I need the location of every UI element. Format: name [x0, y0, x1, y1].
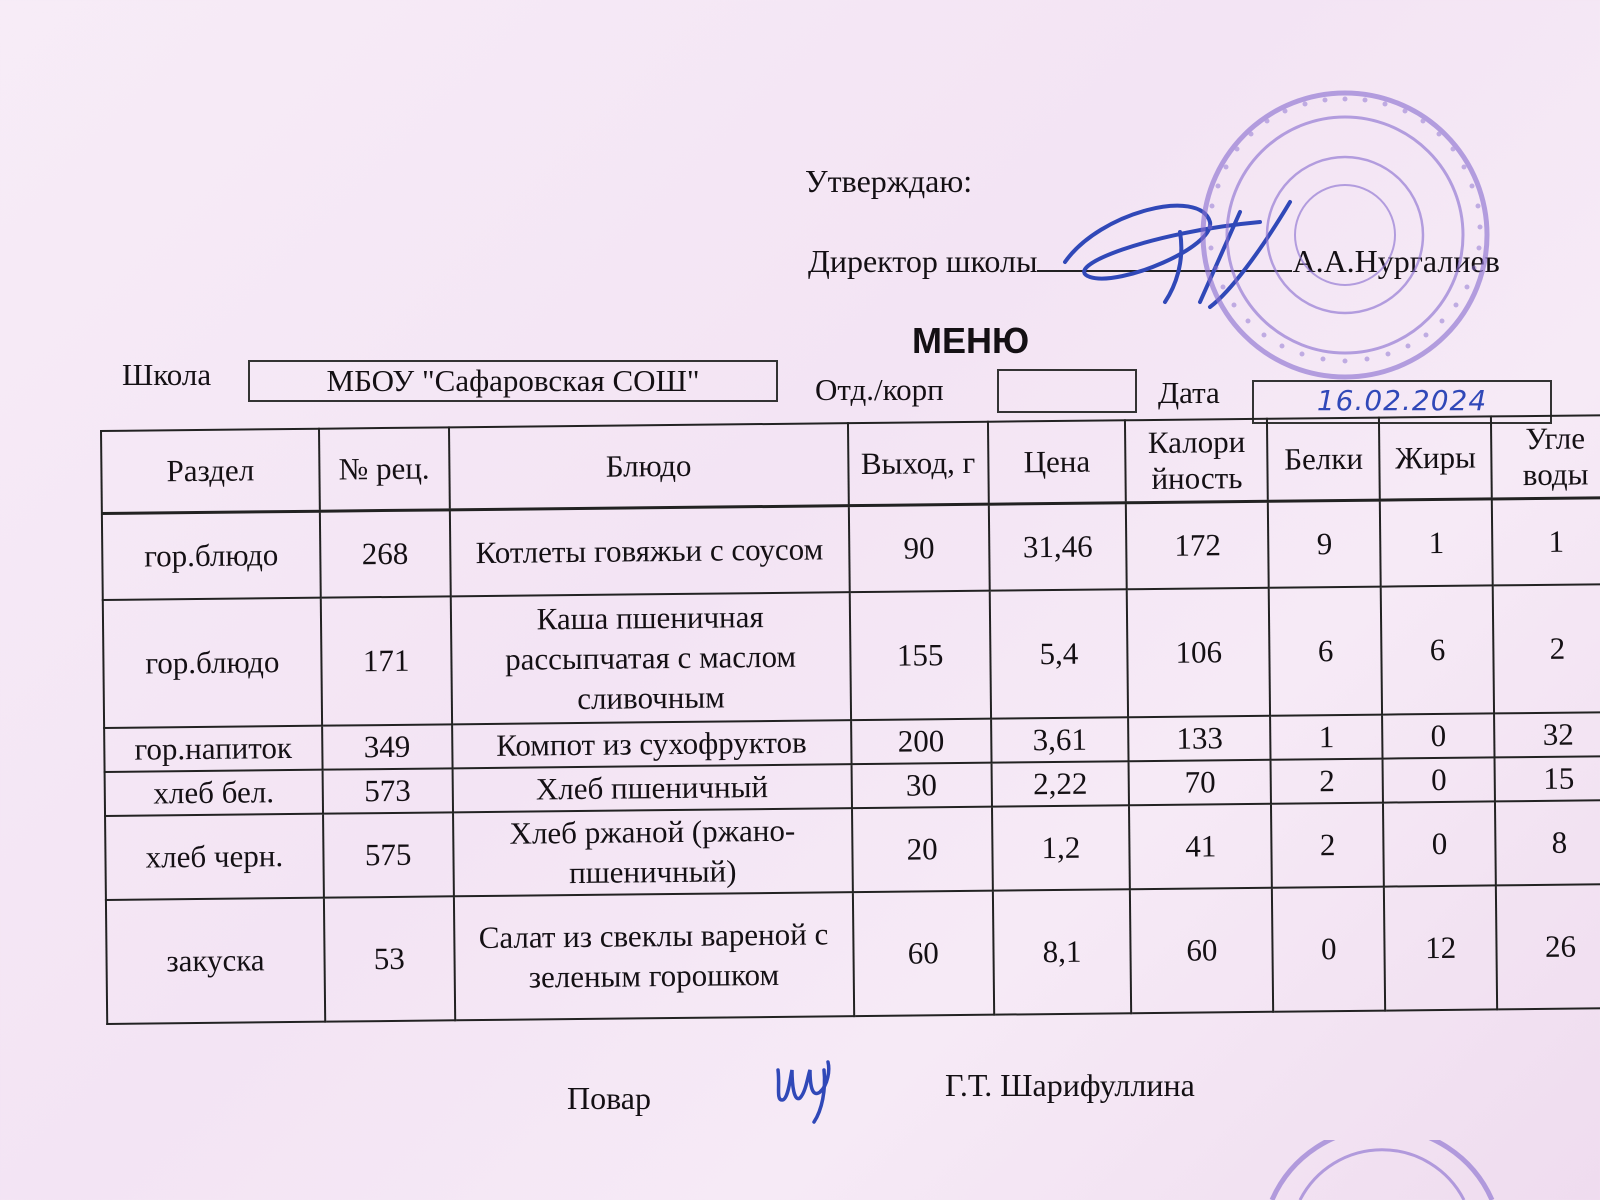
dish-cell: Салат из свеклы вареной с зеленым горошком — [453, 892, 853, 1020]
recipe-cell: 53 — [324, 896, 455, 1021]
cook-name: Г.Т. Шарифуллина — [945, 1067, 1195, 1103]
fats-cell: 0 — [1383, 757, 1495, 802]
table-row — [103, 584, 1600, 728]
calories-cell: 60 — [1130, 887, 1273, 1012]
dish-cell: Хлеб ржаной (ржано-пшеничный) — [453, 808, 853, 896]
table-row — [105, 800, 1600, 900]
header-cell: Жиры — [1379, 416, 1492, 500]
carbs-cell: 15 — [1495, 756, 1600, 801]
menu-title: МЕНЮ — [912, 320, 1030, 361]
header-cell: № рец. — [319, 427, 450, 511]
section-cell: гор.блюдо — [102, 511, 321, 599]
price-cell: 2,22 — [991, 761, 1129, 806]
director-name: А.А.Нургалиев — [1292, 243, 1500, 279]
yield-cell: 90 — [849, 504, 990, 591]
proteins-cell: 6 — [1269, 586, 1382, 715]
recipe-cell: 171 — [321, 596, 452, 725]
fats-cell: 1 — [1380, 499, 1493, 586]
date-label: Дата — [1158, 375, 1220, 410]
proteins-cell: 2 — [1271, 802, 1384, 887]
header-cell: Угле воды — [1491, 415, 1600, 499]
header-cell: Белки — [1267, 418, 1380, 502]
approve-label: Утверждаю: — [805, 163, 973, 199]
stamp-fragment — [1262, 1140, 1502, 1200]
official-stamp — [1195, 85, 1495, 385]
dish-cell: Каша пшеничная рассыпчатая с маслом сливочным — [450, 592, 851, 724]
header-cell: Блюдо — [449, 423, 849, 510]
carbs-cell: 26 — [1496, 884, 1600, 1009]
header-cell: Калори йность — [1125, 419, 1268, 503]
dept-label: Отд./корп — [815, 372, 944, 407]
dish-cell: Компот из сухофруктов — [452, 720, 852, 768]
dept-field — [997, 369, 1137, 413]
fats-cell: 0 — [1382, 713, 1494, 758]
recipe-cell: 268 — [320, 510, 451, 597]
carbs-cell: 1 — [1492, 498, 1600, 585]
recipe-cell: 349 — [322, 724, 452, 769]
price-cell: 8,1 — [992, 889, 1131, 1014]
calories-cell: 106 — [1127, 587, 1270, 716]
section-cell: хлеб черн. — [105, 813, 324, 899]
yield-cell: 30 — [851, 762, 991, 807]
section-cell: гор.напиток — [104, 725, 322, 771]
yield-cell: 60 — [853, 890, 994, 1015]
proteins-cell: 2 — [1271, 758, 1383, 803]
cook-label: Повар — [567, 1080, 651, 1116]
price-cell: 5,4 — [989, 589, 1128, 718]
dish-cell: Котлеты говяжьи с соусом — [449, 506, 849, 596]
fats-cell: 6 — [1381, 585, 1494, 714]
section-cell: гор.блюдо — [103, 597, 322, 727]
price-cell: 31,46 — [988, 503, 1127, 590]
price-cell: 1,2 — [992, 805, 1131, 890]
recipe-cell: 575 — [323, 812, 454, 897]
calories-cell: 172 — [1126, 501, 1269, 588]
fats-cell: 12 — [1384, 885, 1497, 1010]
cook-signature — [768, 1040, 848, 1125]
carbs-cell: 8 — [1495, 800, 1600, 885]
carbs-cell: 32 — [1494, 712, 1600, 757]
date-field: 16.02.2024 — [1252, 380, 1552, 424]
table-row — [106, 884, 1600, 1024]
section-cell: хлеб бел. — [105, 769, 323, 815]
header-cell: Цена — [988, 420, 1127, 504]
calories-cell: 41 — [1129, 803, 1272, 888]
recipe-cell: 573 — [322, 768, 452, 813]
dish-cell: Хлеб пшеничный — [452, 764, 852, 812]
proteins-cell: 9 — [1268, 500, 1381, 587]
yield-cell: 155 — [849, 590, 990, 719]
calories-cell: 70 — [1129, 759, 1271, 804]
price-cell: 3,61 — [991, 717, 1129, 762]
header-cell: Выход, г — [848, 422, 989, 506]
school-label: Школа — [122, 357, 212, 392]
yield-cell: 20 — [852, 806, 993, 891]
section-cell: закуска — [106, 897, 325, 1023]
table-row — [102, 498, 1600, 600]
carbs-cell: 2 — [1493, 584, 1600, 713]
proteins-cell: 0 — [1272, 886, 1385, 1011]
fats-cell: 0 — [1383, 801, 1496, 886]
director-label: Директор школы — [808, 243, 1038, 279]
calories-cell: 133 — [1128, 715, 1270, 760]
yield-cell: 200 — [851, 718, 991, 763]
menu-table — [100, 414, 1600, 1024]
table-header-row — [101, 415, 1600, 513]
proteins-cell: 1 — [1270, 714, 1382, 759]
header-cell: Раздел — [101, 429, 320, 514]
school-field: МБОУ "Сафаровская СОШ" — [248, 360, 778, 402]
